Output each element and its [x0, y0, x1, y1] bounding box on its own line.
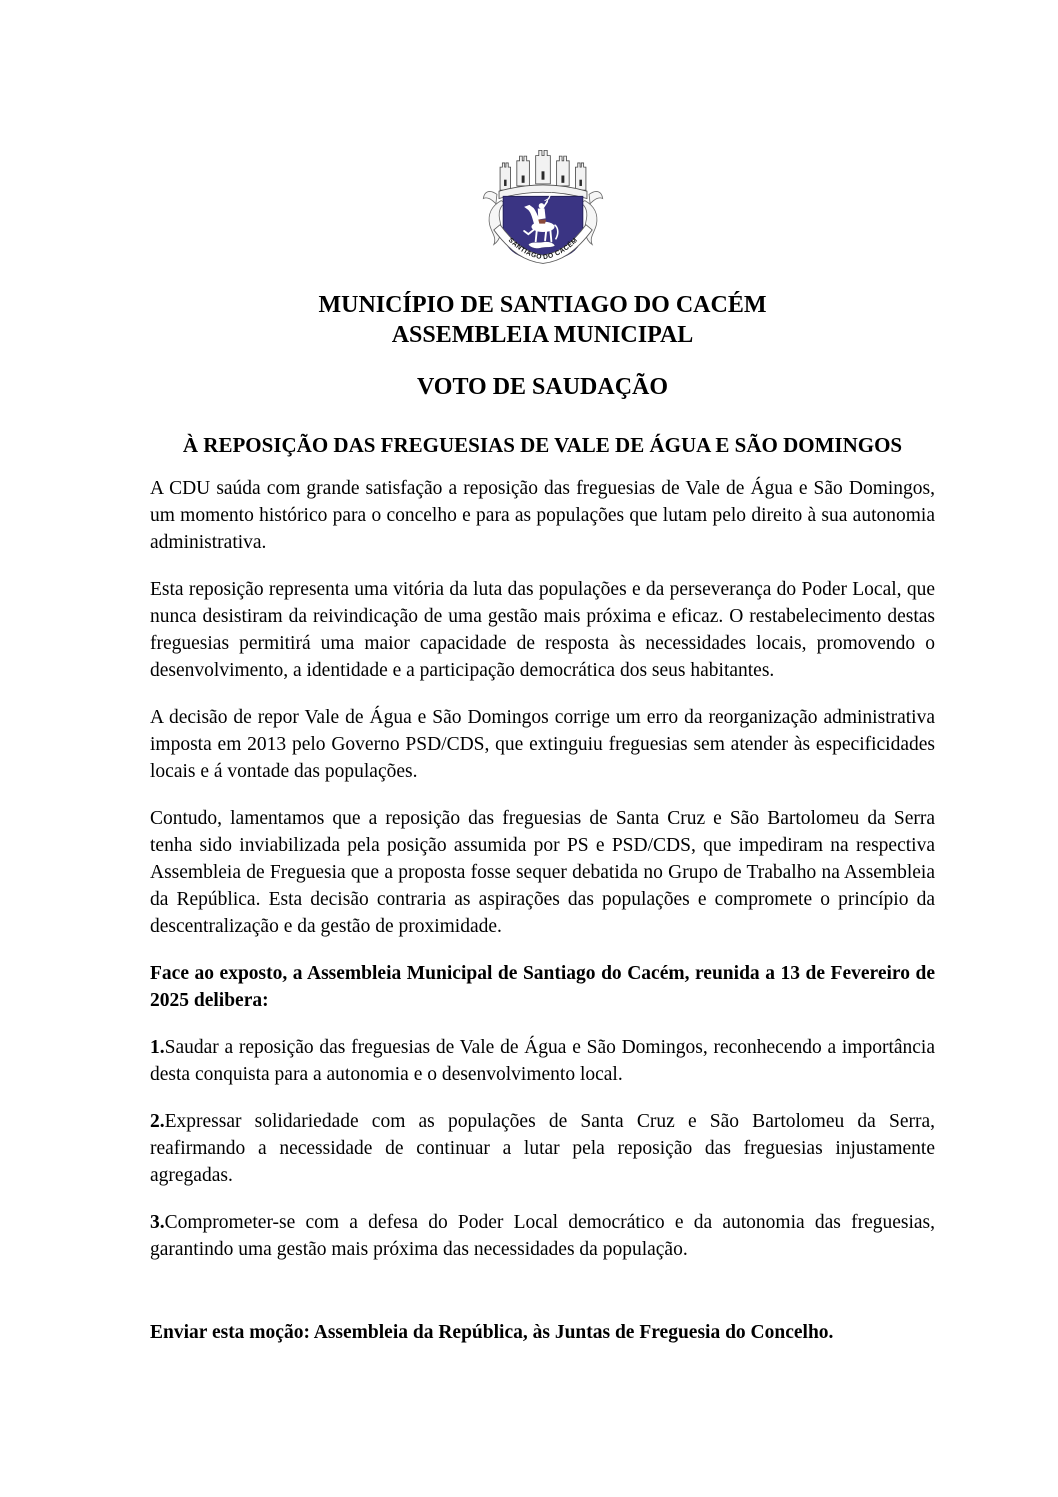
- body-paragraph-4: Contudo, lamentamos que a reposição das freguesias de Santa Cruz e São Bartolomeu da Serra tenha sido inviabilizada pela posição assumida por PS e PSD/CDS, que impediram na respectiva Assembleia de Freguesia que a proposta fosse sequer debatida no Grupo de Trabalho na Assembleia da República. Esta decisão contraria as aspirações das populações e compromete o princípio da descentralização e da gestão de proximidade.: [150, 808, 935, 937]
- item-text-1: Saudar a reposição das freguesias de Vale de Água e São Domingos, reconhecendo a importância desta conquista para a autonomia e o desenvolvimento local.: [150, 1037, 935, 1085]
- document-title: VOTO DE SAUDAÇÃO: [416, 374, 669, 400]
- banner-text: SANTIAGO DO CACÉM: [506, 236, 579, 262]
- item-number-2: 2.: [150, 1111, 165, 1132]
- coat-of-arms-graphic: [480, 142, 606, 276]
- deliberation-item-2: [150, 1108, 935, 1189]
- item-number-3: 3.: [150, 1212, 165, 1233]
- deliberation-item-3: [150, 1209, 935, 1263]
- deliberation-intro: Face ao exposto, a Assembleia Municipal de Santiago do Cacém, reunida a 13 de Fevereiro de 2025 delibera:: [150, 963, 935, 1011]
- document-subject: À REPOSIÇÃO DAS FREGUESIAS DE VALE DE ÁGUA E SÃO DOMINGOS: [182, 433, 903, 457]
- org-name-line-1: MUNICÍPIO DE SANTIAGO DO CACÉM: [318, 292, 767, 318]
- item-text-3: Comprometer-se com a defesa do Poder Local democrático e da autonomia das freguesias, garantindo uma gestão mais próxima das necessidades da população.: [150, 1212, 935, 1260]
- deliberation-item-1: [150, 1034, 935, 1088]
- closing-line: Enviar esta moção: Assembleia da República, às Juntas de Freguesia do Concelho.: [150, 1322, 834, 1343]
- coat-of-arms: [480, 142, 606, 276]
- body-paragraph-1: A CDU saúda com grande satisfação a reposição das freguesias de Vale de Água e São Domingos, um momento histórico para o concelho e para as populações que lutam pelo direito à sua autonomia administrativa.: [150, 478, 935, 553]
- mural-crown: [499, 150, 587, 198]
- item-text-2: Expressar solidariedade com as populações de Santa Cruz e São Bartolomeu da Serra, reafirmando a necessidade de continuar a lutar pela reposição das freguesias injustamente agregadas.: [150, 1111, 935, 1186]
- item-number-1: 1.: [150, 1037, 165, 1058]
- body-paragraph-3: A decisão de repor Vale de Água e São Domingos corrige um erro da reorganização administrativa imposta em 2013 pelo Governo PSD/CDS, que extinguiu freguesias sem atender às especificidades locais e á vontade das populações.: [150, 707, 935, 782]
- org-name-line-2: ASSEMBLEIA MUNICIPAL: [391, 322, 694, 348]
- body-paragraph-2: Esta reposição representa uma vitória da luta das populações e da perseverança do Poder Local, que nunca desistiram da reivindicação de uma gestão mais próxima e eficaz. O restabelecimento destas freguesias permitirá uma maior capacidade de resposta às necessidades locais, promovendo o desenvolvimento, a identidade e a participação democrática dos seus habitantes.: [150, 579, 935, 681]
